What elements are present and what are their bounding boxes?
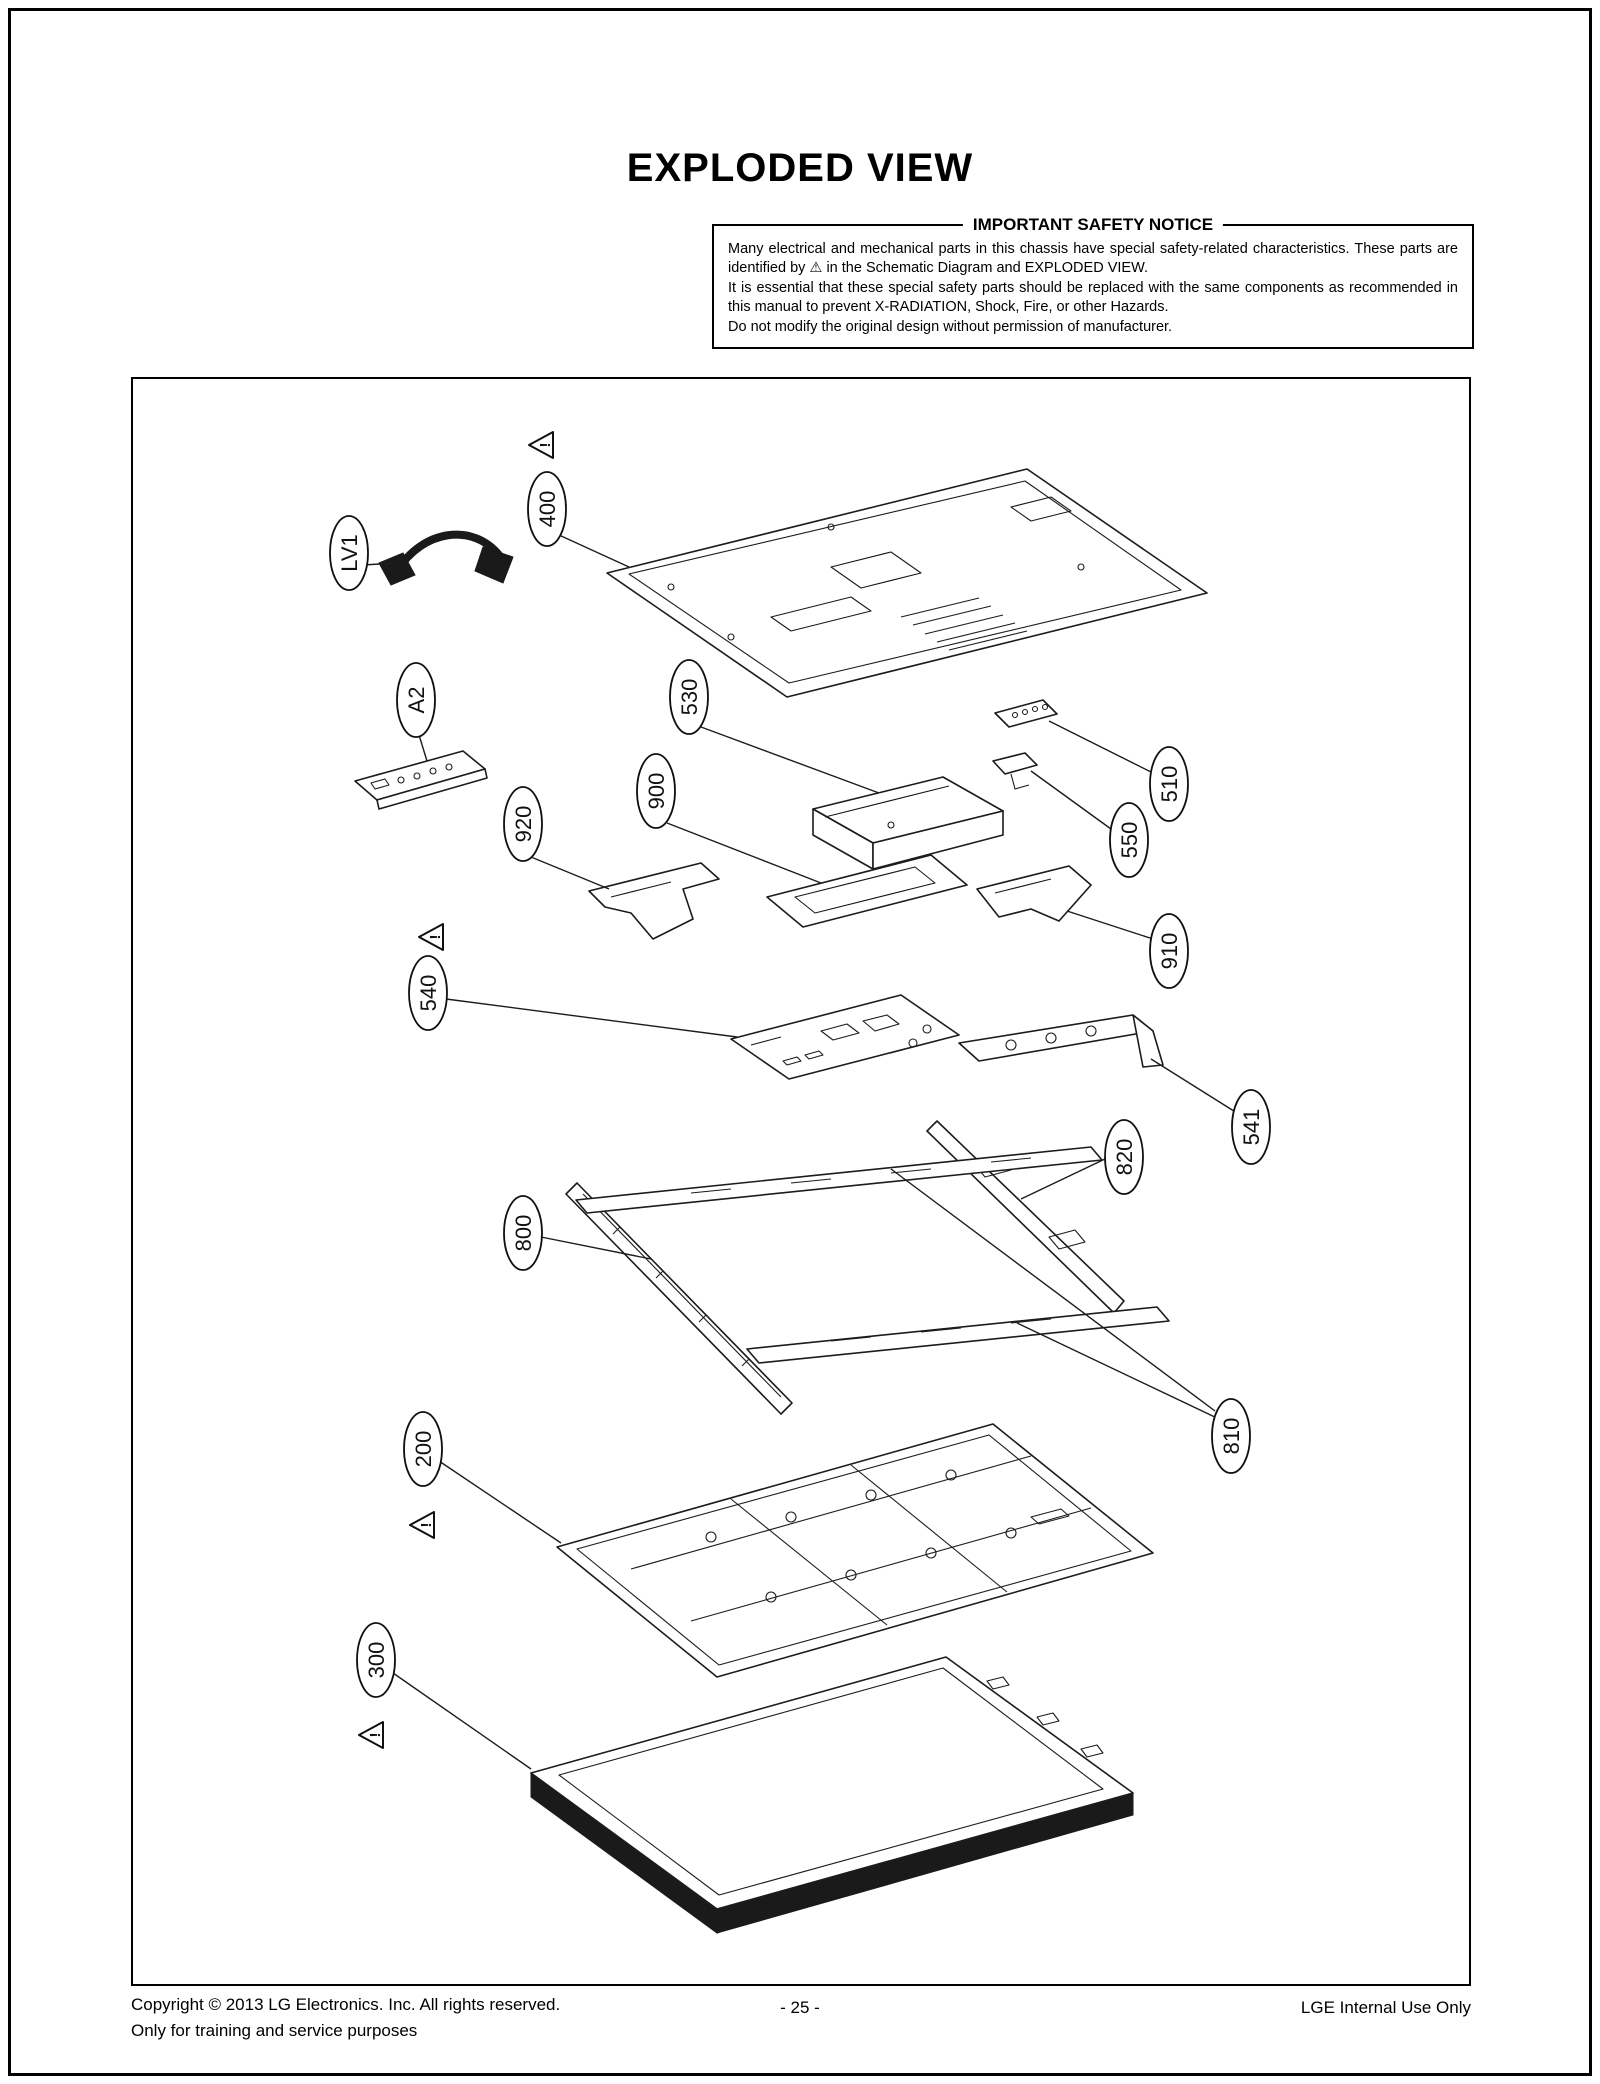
callout-920: [504, 787, 542, 861]
svg-text:910: 910: [1157, 932, 1182, 970]
left-guide-panel-part: [566, 1183, 792, 1414]
callout-300: [357, 1623, 395, 1697]
svg-text:810: 810: [1219, 1417, 1244, 1455]
callout-lv1: [330, 516, 368, 590]
safety-notice-box: [712, 215, 1474, 349]
svg-text:!: !: [367, 1732, 384, 1738]
remote-control-part: [355, 751, 487, 809]
svg-text:200: 200: [411, 1430, 436, 1468]
left-bracket-part: [589, 863, 719, 939]
exploded-view-diagram: [131, 377, 1471, 1986]
svg-text:820: 820: [1112, 1138, 1137, 1176]
svg-text:530: 530: [677, 678, 702, 716]
main-board-part: [731, 995, 959, 1079]
lvds-cable-part: [379, 535, 513, 585]
speaker-assembly-part: [813, 777, 1003, 869]
callout-200: [404, 1412, 442, 1486]
svg-text:!: !: [537, 442, 554, 448]
svg-text:541: 541: [1239, 1108, 1264, 1146]
callout-800: [504, 1196, 542, 1270]
footer-copyright-line1: Copyright © 2013 LG Electronics. Inc. All rights reserved.: [131, 1995, 561, 2014]
safety-notice-text: [714, 226, 1472, 347]
safety-notice-title: IMPORTANT SAFETY NOTICE: [963, 215, 1223, 235]
safety-notice-paragraph: Many electrical and mechanical parts in this chassis have special safety-related characteristics. These parts are identified by ⚠ in the Schematic Diagram and EXPLODED VIEW.: [728, 241, 1458, 277]
svg-text:!: !: [418, 1522, 435, 1528]
warning-icon-400: [529, 432, 554, 458]
callout-810: [1212, 1399, 1250, 1473]
io-bracket-part: [959, 1015, 1163, 1067]
callout-540: [409, 956, 447, 1030]
callout-400: [528, 472, 566, 546]
svg-text:300: 300: [364, 1641, 389, 1679]
callout-541: [1232, 1090, 1270, 1164]
callout-910: [1150, 914, 1188, 988]
svg-text:920: 920: [511, 805, 536, 843]
ir-bracket-part: [993, 753, 1037, 789]
guide-panel-bottom-part: [747, 1307, 1169, 1363]
safety-notice-paragraph: Do not modify the original design without permission of manufacturer.: [728, 318, 1173, 335]
svg-text:400: 400: [535, 490, 560, 528]
callout-a2: [397, 663, 435, 737]
warning-icon-300: [359, 1722, 384, 1748]
callout-550: [1110, 803, 1148, 877]
svg-text:540: 540: [416, 974, 441, 1012]
footer-internal-use: LGE Internal Use Only: [1300, 1998, 1471, 2017]
callout-820: [1105, 1120, 1143, 1194]
svg-text:550: 550: [1117, 821, 1142, 859]
svg-text:LV1: LV1: [337, 534, 362, 572]
footer-page-number: - 25 -: [780, 1998, 820, 2017]
svg-text:A2: A2: [404, 686, 429, 714]
main-frame-part: [557, 1424, 1153, 1677]
warning-icon-540: [419, 924, 444, 950]
callout-530: [670, 660, 708, 734]
svg-text:900: 900: [644, 772, 669, 810]
safety-notice-paragraph: It is essential that these special safety parts should be replaced with the same components as recommended in this manual to prevent X-RADIATION, Shock, Fire, or other Hazards.: [728, 279, 1458, 316]
footer-copyright-line2: Only for training and service purposes: [131, 2020, 418, 2040]
callout-900: [637, 754, 675, 828]
warning-icon-200: [410, 1512, 435, 1538]
svg-text:!: !: [427, 934, 444, 940]
svg-text:800: 800: [511, 1214, 536, 1252]
page-title: EXPLODED VIEW: [626, 146, 974, 190]
callout-510: [1150, 747, 1188, 821]
lcd-module-part: [531, 1657, 1133, 1933]
control-button-part: [995, 700, 1057, 727]
svg-text:510: 510: [1157, 765, 1182, 803]
speaker-bar-part: [927, 1121, 1124, 1313]
